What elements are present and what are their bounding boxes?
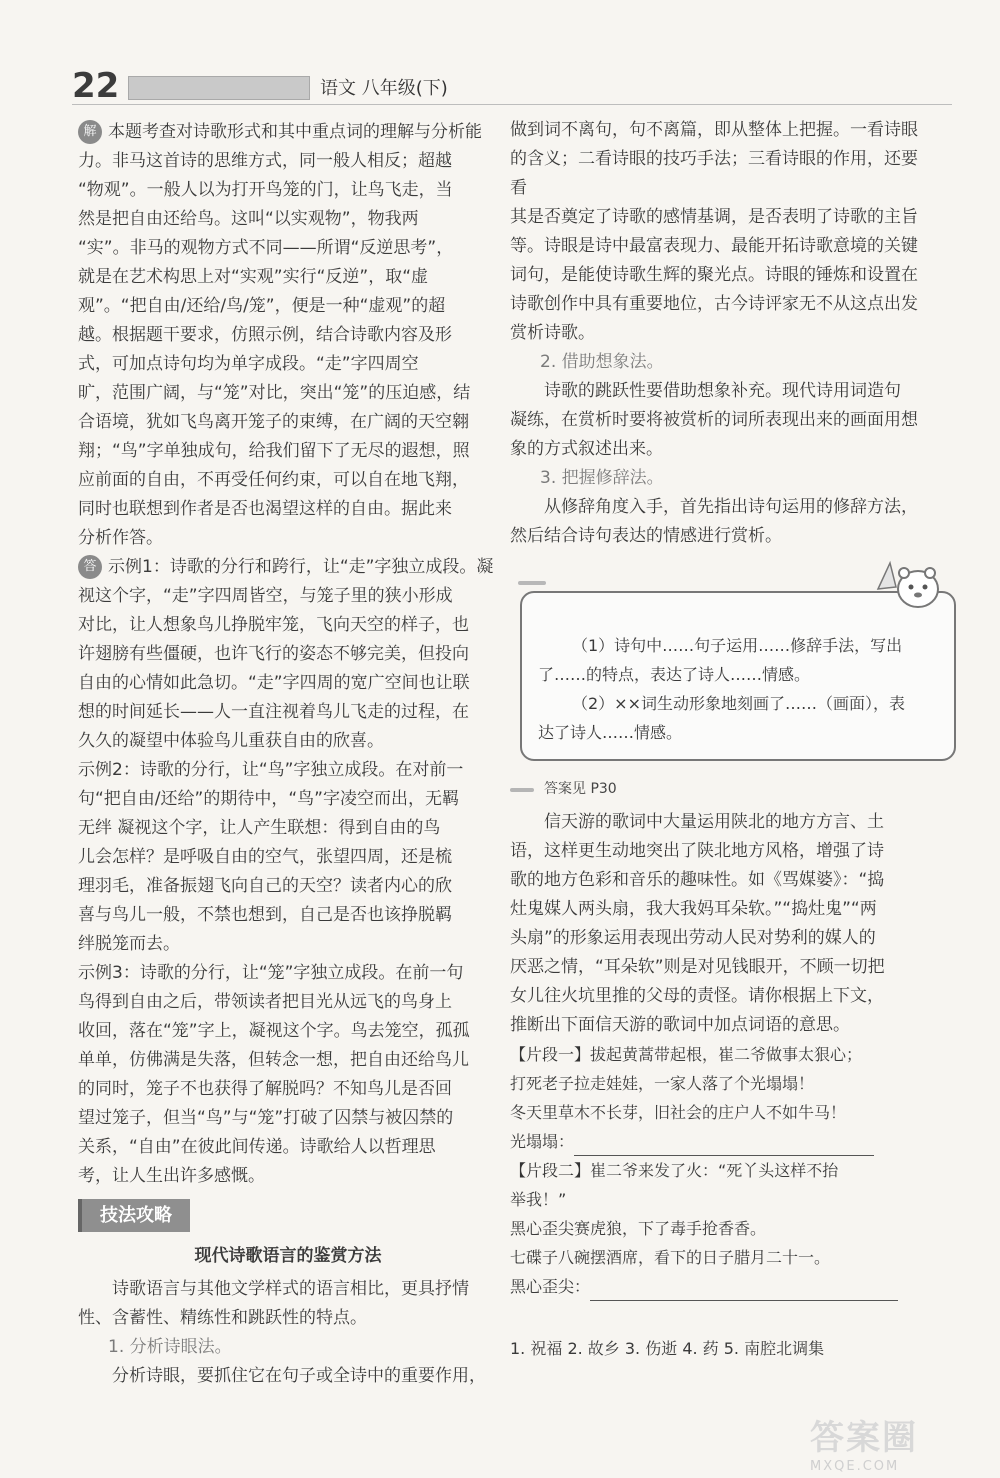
segment2-line: 举我！” — [510, 1190, 567, 1209]
series-tag — [128, 76, 310, 100]
explain-line: 越。根据题干要求，仿照示例，结合诗歌内容及形 — [78, 325, 452, 345]
method2-line: 凝练，在赏析时要将被赏析的词所表现出来的画面用想 — [510, 410, 918, 430]
explain-line: 翔；“鸟”字单独成句，给我们留下了无尽的遐想，照 — [78, 441, 470, 461]
example2-line: 理羽毛，准备振翅飞向自己的天空？读者内心的欣 — [78, 876, 452, 896]
method2-line: 诗歌的跳跃性要借助想象补充。现代诗用词造句 — [544, 381, 901, 401]
practice-tag — [510, 788, 534, 792]
explanation-block — [78, 118, 498, 553]
practice-header — [510, 775, 930, 804]
answer-block — [78, 553, 498, 1191]
explain-line: 分析作答。 — [78, 528, 163, 548]
cont-line: 词句，是能使诗歌生辉的聚光点。诗眼的锤炼和设置在 — [510, 265, 918, 285]
explain-line: 旷，范围广阔，与“笼”对比，突出“笼”的压迫感，结 — [78, 383, 471, 403]
segment1-label: 【片段一】 — [510, 1045, 591, 1064]
segment1-line: 冬天里草木不长芽，旧社会的庄户人不如牛马！ — [510, 1103, 847, 1122]
example2-line: 示例2：诗歌的分行，让“鸟”字独立成段。在对前一 — [78, 760, 464, 780]
explain-line: 式，可加点诗句均为单字成段。“走”字四周空 — [78, 354, 419, 374]
explain-line: 合语境，犹如飞鸟离开笼子的束缚，在广阔的天空翱 — [78, 412, 469, 432]
method3-line: 从修辞角度入手，首先指出诗句运用的修辞方法， — [544, 497, 918, 517]
right-column — [510, 116, 930, 1363]
cont-line: 赏析诗歌。 — [510, 323, 595, 343]
intro-line: 性、含蓄性、精练性和跳跃性的特点。 — [78, 1308, 367, 1328]
tip-line: （2）××词生动形象地刻画了……（画面），表 — [572, 694, 905, 713]
segment2-line: 七碟子八碗摆酒席，看下的日子腊月二十一。 — [510, 1248, 831, 1267]
left-column — [78, 118, 498, 1391]
explain-line: 应前面的自由，不再受任何约束，可以自在地飞翔， — [78, 470, 469, 490]
example3-line: 的同时，笼子不也获得了解脱吗？不知鸟儿是否回 — [78, 1079, 452, 1099]
practice-line: 信天游的歌词中大量运用陕北的地方方言、土 — [544, 812, 884, 832]
watermark-logo-text: 答案圈 — [810, 1418, 918, 1458]
practice-line: 厌恶之情，“耳朵软”则是对见钱眼开，不顾一切把 — [510, 957, 885, 977]
watermark-url: MXQE.COM — [810, 1459, 900, 1474]
practice-line: 推断出下面信天游的歌词中加点词语的意思。 — [510, 1015, 850, 1035]
method3-heading: 3. 把握修辞法。 — [540, 468, 664, 488]
segment2-label: 【片段二】 — [510, 1161, 591, 1180]
method1-line: 分析诗眼，要抓住它在句子或全诗中的重要作用， — [112, 1366, 486, 1386]
example2-line: 喜与鸟儿一般，不禁也想到，自己是否也该挣脱羁 — [78, 905, 452, 925]
example1-line: 许翅膀有些僵硬，也许飞行的姿态不够完美，但投向 — [78, 644, 469, 664]
tip-tag — [518, 581, 546, 585]
answer-reference: 答案见 P30 — [544, 781, 617, 797]
explain-line: 力。非马这首诗的思维方式，同一般人相反；超越 — [78, 151, 452, 171]
explain-line: 观”。“把自由/还给/鸟/笼”，便是一种“虚观”的超 — [78, 296, 446, 316]
example1-line: 自由的心情如此急切。“走”字四周的宽广空间也让联 — [78, 673, 470, 693]
example2-line: 儿会怎样？是呼吸自由的空气，张望四周，还是梳 — [78, 847, 452, 867]
practice-line: 头扇”的形象运用表现出劳动人民对势利的媒人的 — [510, 928, 876, 948]
intro-line: 诗歌语言与其他文学样式的语言相比，更具抒情 — [112, 1279, 469, 1299]
practice-line: 灶鬼媒人两头扇，我大我妈耳朵软。”“捣灶鬼”“两 — [510, 899, 877, 919]
header-rule — [72, 104, 952, 105]
tip-line: 达了诗人……情感。 — [538, 723, 683, 742]
example3-line: 考，让人生出许多感慨。 — [78, 1166, 265, 1186]
template-tip-box — [520, 591, 956, 761]
practice-line: 歌的地方色彩和音乐的趣味性。如《骂媒婆》：“捣 — [510, 870, 885, 890]
example3-line: 单单，仿佛满是失落，但转念一想，把自由还给鸟儿 — [78, 1050, 469, 1070]
method3-line: 然后结合诗句表达的情感进行赏析。 — [510, 526, 782, 546]
explain-line: “实”。非马的观物方式不同——所谓“反逆思考”， — [78, 238, 454, 258]
explain-line: 同时也联想到作者是否也渴望这样的自由。据此来 — [78, 499, 452, 519]
page-header — [72, 66, 952, 106]
example3-line: 望过笼子，但当“鸟”与“笼”打破了囚禁与被囚禁的 — [78, 1108, 454, 1128]
tip-line: 了……的特点，表达了诗人……情感。 — [538, 665, 811, 684]
example2-line: 句“把自由/还给”的期待中，“鸟”字凌空而出，无羁 — [78, 789, 459, 809]
example3-line: 关系，“自由”在彼此间传递。诗歌给人以哲理思 — [78, 1137, 436, 1157]
method2-heading: 2. 借助想象法。 — [540, 352, 664, 372]
practice-line: 女儿往火坑里推的父母的责怪。请你根据上下文， — [510, 986, 884, 1006]
segment1-line: 打死老子拉走娃娃，一家人落了个光塌塌！ — [510, 1074, 815, 1093]
cont-line: 做到词不离句，句不离篇，即从整体上把握。一看诗眼 — [510, 120, 918, 140]
example2-line: 绊脱笼而去。 — [78, 934, 180, 954]
explain-line: “物观”。一般人以为打开鸟笼的门，让鸟飞走，当 — [78, 180, 453, 200]
example1-line: 视这个字，“走”字四周皆空，与笼子里的狭小形成 — [78, 586, 453, 606]
page-number: 22 — [72, 66, 120, 106]
answer-mark-icon: 答 — [78, 555, 102, 579]
example1-line: 久久的凝望中体验鸟儿重获自由的欣喜。 — [78, 731, 384, 751]
section-title: 现代诗歌语言的鉴赏方法 — [194, 1246, 382, 1266]
cont-line: 诗歌创作中具有重要地位，古今诗评家无不从这点出发 — [510, 294, 918, 314]
segment2-answer-blank[interactable] — [590, 1282, 898, 1301]
example3-line: 鸟得到自由之后，带领读者把目光从远飞的鸟身上 — [78, 992, 452, 1012]
cont-line: 的含义；二看诗眼的技巧手法；三看诗眼的作用，还要看 — [510, 149, 918, 198]
technique-banner: 技法攻略 — [78, 1199, 190, 1232]
segment1-answer-blank[interactable] — [574, 1137, 874, 1156]
header-subtitle: 语文 八年级(下) — [320, 78, 448, 99]
example2-line: 无绊 凝视这个字，让人产生联想：得到自由的鸟 — [78, 818, 441, 838]
segment1-line: 拔起黄蒿带起根，崔二爷做事太狠心； — [590, 1045, 863, 1064]
cont-line: 其是否奠定了诗歌的感情基调，是否表明了诗歌的主旨 — [510, 207, 918, 227]
cartoon-face-icon — [876, 559, 940, 620]
example3-line: 示例3：诗歌的分行，让“笼”字独立成段。在前一句 — [78, 963, 464, 983]
explain-mark-icon: 解 — [78, 120, 102, 144]
tip-line: （1）诗句中……句子运用……修辞手法，写出 — [572, 636, 903, 655]
practice-line: 语，这样更生动地突出了陕北地方风格，增强了诗 — [510, 841, 884, 861]
cont-line: 等。诗眼是诗中最富表现力、最能开拓诗歌意境的关键 — [510, 236, 918, 256]
site-watermark — [810, 1410, 970, 1474]
explain-line: 就是在艺术构思上对“实观”实行“反逆”，取“虚 — [78, 267, 429, 287]
segment2-line: 黑心歪尖赛虎狼，下了毒手抢香香。 — [510, 1219, 767, 1238]
segment1-question: 光塌塌： — [510, 1132, 575, 1151]
segment2-line: 崔二爷来发了火：“死丫头这样不抬 — [590, 1161, 839, 1180]
explain-line: 然是把自由还给鸟。这叫“以实观物”，物我两 — [78, 209, 419, 229]
method2-line: 象的方式叙述出来。 — [510, 439, 663, 459]
example3-line: 收回，落在“笼”字上，凝视这个字。鸟去笼空，孤孤 — [78, 1021, 470, 1041]
answer-list: 1. 祝福 2. 故乡 3. 伤逝 4. 药 5. 南腔北调集 — [510, 1339, 825, 1358]
example1-line: 想的时间延长——人一直注视着鸟儿飞走的过程，在 — [78, 702, 469, 722]
example1-line: 示例1：诗歌的分行和跨行，让“走”字独立成段。凝 — [108, 557, 494, 577]
explain-line: 本题考查对诗歌形式和其中重点词的理解与分析能 — [108, 122, 482, 142]
method1-heading: 1. 分析诗眼法。 — [108, 1337, 232, 1357]
segment2-question: 黑心歪尖： — [510, 1277, 591, 1296]
example1-line: 对比，让人想象鸟儿挣脱牢笼，飞向天空的样子，也 — [78, 615, 469, 635]
